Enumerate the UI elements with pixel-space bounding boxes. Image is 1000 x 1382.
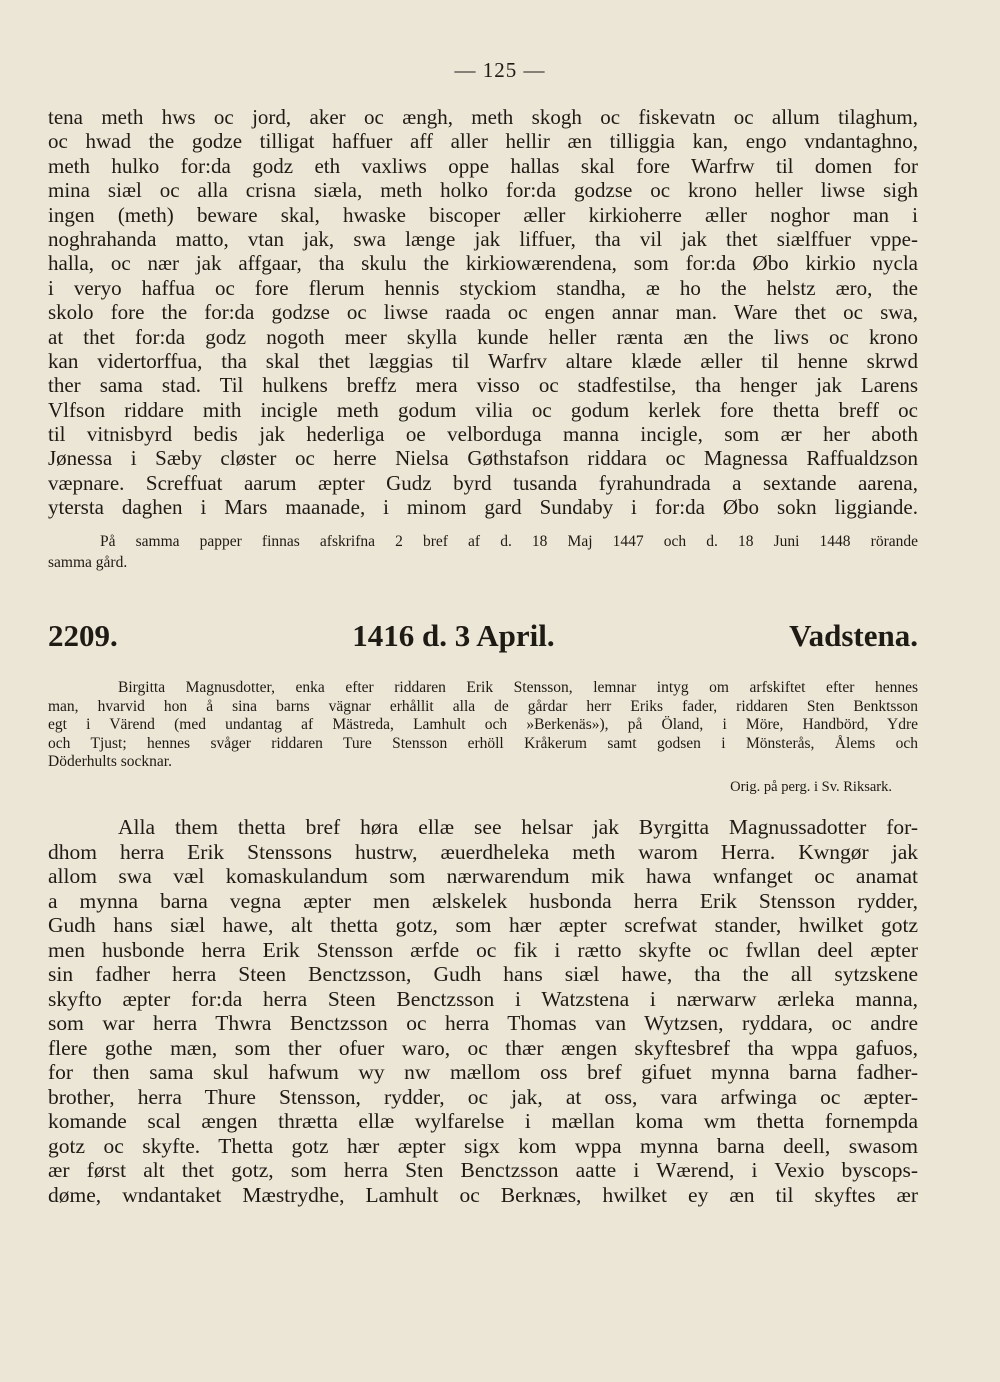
- note-line: samma gård.: [48, 554, 128, 571]
- text-line: for then sama skul hafwum wy nw mællom oss bref gifuet mynna barna fadher-: [48, 1060, 918, 1084]
- text-line: dhom herra Erik Stenssons hustrw, æuerdheleka meth warom Herra. Kwngør jak: [48, 839, 918, 864]
- text-line: døme, wndantaket Mæstrydhe, Lamhult oc Berknæs, hwilket ey æn til skyftes ær: [48, 1182, 918, 1207]
- text-line: noghrahanda matto, vtan jak, swa længe jak liffuer, tha vil jak thet siælffuer vppe-: [48, 226, 918, 251]
- summary-line: och Tjust; hennes svåger riddaren Ture Stensson erhöll Kråkerum samt godsen i Mönsterås, Ålems och: [48, 734, 918, 752]
- text-line: skyfto æpter for:da herra Steen Benctzsson i Watzstena i nærwarw ærleka manna,: [48, 986, 918, 1011]
- text-line: Vlfson riddare mith incigle meth godum vilia oc godum kerlek fore thetta breff oc: [48, 397, 918, 422]
- text-line: i veryo haffua oc fore flerum hennis styckiom standha, æ ho the helstz æro, the: [48, 275, 918, 300]
- text-line: meth hulko for:da godz eth vaxliws oppe hallas skal fore Warfrw til domen for: [48, 153, 918, 178]
- text-line: at thet for:da godz nogoth meer skylla kunde heller rænta æn the liws oc krono: [48, 324, 918, 349]
- summary-line: man, hvarvid hon å sina barns vägnar erhållit alla de gårdar herr Eriks fader, riddaren Sten Benktsson: [48, 697, 918, 715]
- text-line: flere gothe mæn, som ther ofuer waro, oc thær ængen skyftesbref tha wppa gafuos,: [48, 1035, 918, 1060]
- text-line: brother, herra Thure Stensson, rydder, oc jak, at oss, vara arfwinga oc æpter-: [48, 1084, 918, 1109]
- text-line: oc hwad the godze tilligat haffuer aff aller hellir æn tilliggia kan, engo vndantaghno,: [48, 129, 918, 154]
- note-line: På samma papper finnas afskrifna 2 bref af d. 18 Maj 1447 och d. 18 Juni 1448 rörande: [100, 533, 918, 550]
- text-line: ingen (meth) beware skal, hwaske biscoper æller kirkioherre æller noghor man i: [48, 202, 918, 227]
- source-reference: Orig. på perg. i Sv. Riksark.: [730, 779, 892, 795]
- summary-line: Birgitta Magnusdotter, enka efter riddaren Erik Stensson, lemnar intyg om arfskiftet efter hennes: [118, 679, 918, 696]
- text-line: tena meth hws oc jord, aker oc ængh, meth skogh oc fiskevatn oc allum tilaghum,: [48, 105, 918, 129]
- text-line: allom swa væl komaskulandum som nærwarendum mik hawa wnfanget oc anamat: [48, 864, 918, 888]
- text-line: kan vidertorffua, tha skal thet læggias til Warfrv altare klæde æller til henne skrwd: [48, 348, 918, 373]
- text-line: Gudh hans siæl hawe, alt thetta gotz, som hær æpter screfwat stander, hwilket gotz: [48, 913, 918, 937]
- text-line: som war herra Thwra Benctzsson oc herra Thomas van Wytzsen, ryddara, oc andre: [48, 1011, 918, 1035]
- text-line: sin fadher herra Steen Benctzsson, Gudh hans siæl hawe, tha the all sytzskene: [48, 962, 918, 986]
- charter-text: [48, 815, 918, 1207]
- page-number: — 125 —: [454, 58, 546, 82]
- text-line: skolo fore the for:da godzse oc liwse raada oc engen annar man. Ware thet oc swa,: [48, 300, 918, 325]
- charter-text-continued: [48, 105, 918, 520]
- text-line: gotz oc skyfte. Thetta gotz hær æpter sigx kom wppa mynna barna deell, swasom: [48, 1133, 918, 1158]
- summary-line: egt i Värend (med undantag af Mästreda, Lamhult och »Berkenäs»), på Öland, i Möre, Handbörd, Ydre: [48, 716, 918, 734]
- text-line: Jønessa i Sæby cløster oc herre Nielsa Gøthstafson riddara oc Magnessa Raffualdzson: [48, 446, 918, 471]
- summary-line: Döderhults socknar.: [48, 753, 172, 771]
- text-line: til vitnisbyrd bedis jak hederliga oe velborduga manna incigle, som ær her aboth: [48, 422, 918, 447]
- text-line: komande scal ængen thrætta ellæ wylfarelse i mællan koma wm thetta fornempda: [48, 1109, 918, 1133]
- text-line: ytersta daghen i Mars maanade, i minom gard Sundaby i for:da Øbo sokn liggiande.: [48, 495, 918, 520]
- entry-date: 1416 d. 3 April.: [352, 618, 555, 653]
- text-line: men husbonde herra Erik Stensson ærfde oc fik i rætto skyfte oc fwllan deel æpter: [48, 937, 918, 962]
- text-line: ær først alt thet gotz, som herra Sten Benctzsson aatte i Wærend, i Vexio byscops-: [48, 1158, 918, 1182]
- entry-number: 2209.: [48, 618, 118, 653]
- text-line: Alla them thetta bref høra ellæ see helsar jak Byrgitta Magnussadotter for-: [118, 815, 918, 839]
- entry-place: Vadstena.: [789, 618, 918, 653]
- editorial-note: [48, 531, 918, 573]
- entry-heading: [48, 618, 918, 654]
- text-line: ther sama stad. Til hulkens breffz mera visso oc stadfestilse, tha henger jak Larens: [48, 373, 918, 398]
- text-line: mina siæl oc alla crisna siæla, meth holko for:da godzse oc krono heller liwse sigh: [48, 178, 918, 203]
- text-line: a mynna barna vegna æpter men ælskelek husbonda herra Erik Stensson rydder,: [48, 888, 918, 913]
- entry-summary: [48, 679, 918, 772]
- text-line: væpnare. Screffuat aarum æpter Gudz byrd tusanda fyrahundrada a sextande aarena,: [48, 470, 918, 495]
- text-line: halla, oc nær jak affgaar, tha skulu the kirkiowærendena, som for:da Øbo kirkio nycla: [48, 251, 918, 276]
